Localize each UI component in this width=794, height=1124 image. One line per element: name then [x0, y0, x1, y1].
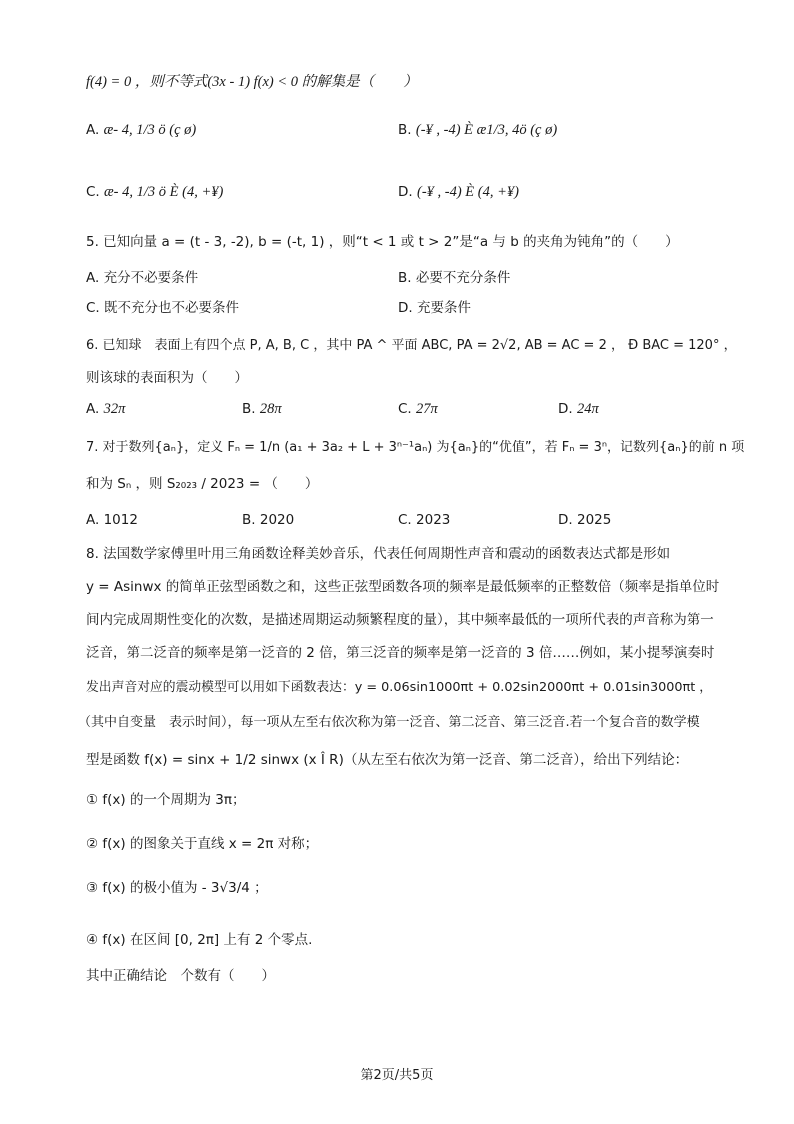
page-footer: 第2页/共5页: [360, 1068, 434, 1083]
q4-stem: f(4) = 0 ，则不等式(3x - 1) f(x) < 0 的解集是（ ）: [86, 74, 418, 90]
q8-conclusion-3: ③ f(x) 的极小值为 - 3√3/4 ；: [86, 880, 268, 896]
q6-option-d: [558, 399, 599, 419]
q8-line-3: 间内完成周期性变化的次数，是描述周期运动频繁程度的量），其中频率最低的一项所代表的声音称为第一: [86, 612, 714, 628]
q8-conclusion-1: ① f(x) 的一个周期为 3π；: [86, 792, 246, 808]
option-label: A.: [86, 512, 100, 528]
option-label: B.: [398, 122, 412, 138]
q6-option-c: [398, 399, 438, 419]
q8-line-6: （其中自变量 表示时间），每一项从左至右依次称为第一泛音、第二泛音、第三泛音.若一个复合音的数学模: [78, 715, 700, 730]
q8-line-2: y = Asinwx 的简单正弦型函数之和，这些正弦型函数各项的频率是最低频率的正整数倍（频率是指单位时: [86, 579, 720, 595]
q5-option-c: [86, 298, 239, 318]
q8-line-5: 发出声音对应的震动模型可以用如下函数表达：y = 0.06sin1000πt + 0.02sin2000πt + 0.01sin3000πt ，: [86, 680, 713, 695]
option-label: B.: [242, 401, 256, 417]
option-text: (-¥ , -4) È (4, +¥): [416, 184, 519, 200]
option-label: B.: [398, 270, 412, 286]
q8-conclusion-4: ④ f(x) 在区间 [0, 2π] 上有 2 个零点.: [86, 932, 313, 948]
q8-line-1: 8. 法国数学家傅里叶用三角函数诠释美妙音乐，代表任何周期性声音和震动的函数表达式都是形如: [86, 546, 671, 562]
option-text: 既不充分也不必要条件: [104, 300, 240, 316]
option-text: 1012: [103, 512, 138, 528]
option-label: A.: [86, 122, 100, 138]
option-text: 2023: [416, 512, 451, 528]
q7-option-c: [398, 510, 450, 530]
q4-option-d: [398, 182, 519, 202]
q8-conclusion-2: ② f(x) 的图象关于直线 x = 2π 对称；: [86, 836, 319, 852]
q6-stem-line2: 则该球的表面积为（ ）: [86, 370, 248, 386]
q6-stem-line1: 6. 已知球 表面上有四个点 P, A, B, C ，其中 PA ^ 平面 ABC, PA = 2√2, AB = AC = 2 ， Ð BAC = 120° ，: [86, 338, 737, 353]
option-label: D.: [398, 184, 413, 200]
option-text: 27π: [416, 401, 438, 417]
q8-line-4: 泛音，第二泛音的频率是第一泛音的 2 倍，第三泛音的频率是第一泛音的 3 倍……例如，某小提琴演奏时: [86, 645, 715, 661]
q4-option-a: [86, 120, 196, 140]
q7-option-d: [558, 510, 611, 530]
option-label: C.: [86, 184, 100, 200]
option-text: 必要不充分条件: [415, 270, 511, 286]
q6-option-b: [242, 399, 282, 419]
option-label: D.: [398, 300, 413, 316]
option-text: 24π: [576, 401, 599, 417]
q7-option-b: [242, 510, 294, 530]
option-label: A.: [86, 401, 100, 417]
option-text: 2020: [259, 512, 295, 528]
option-text: æ- 4, 1/3 ö (ç ø): [103, 122, 197, 138]
option-text: 2025: [576, 512, 612, 528]
option-label: D.: [558, 401, 573, 417]
q5-option-a: [86, 268, 198, 288]
option-text: 充分不必要条件: [103, 270, 199, 286]
option-label: B.: [242, 512, 256, 528]
q4-option-c: [86, 182, 223, 202]
option-text: 充要条件: [416, 300, 471, 316]
option-label: C.: [398, 401, 412, 417]
q4-option-b: [398, 120, 557, 140]
q8-question: 其中正确结论 个数有（ ）: [86, 968, 275, 984]
option-text: æ- 4, 1/3 ö È (4, +¥): [104, 184, 224, 200]
option-text: 32π: [103, 401, 126, 417]
q5-option-d: [398, 298, 471, 318]
q7-option-a: [86, 510, 138, 530]
option-label: C.: [398, 512, 412, 528]
q5-stem: 5. 已知向量 a = (t - 3, -2), b = (-t, 1) ，则“t < 1 或 t > 2”是“a 与 b 的夹角为钝角”的（ ）: [86, 234, 679, 250]
option-label: C.: [86, 300, 100, 316]
option-label: A.: [86, 270, 100, 286]
q8-line-7: 型是函数 f(x) = sinx + 1/2 sinwx (x Î R)（从左至右依次为第一泛音、第二泛音），给出下列结论：: [86, 752, 689, 768]
option-label: D.: [558, 512, 573, 528]
option-text: 28π: [259, 401, 282, 417]
q5-option-b: [398, 268, 510, 288]
q6-option-a: [86, 399, 125, 419]
option-text: (-¥ , -4) È æ1/3, 4ö (ç ø): [415, 122, 558, 138]
q7-stem-line2: 和为 Sₙ ，则 S₂₀₂₃ / 2023 = （ ）: [86, 476, 319, 492]
q7-stem-line1: 7. 对于数列{aₙ}，定义 Fₙ = 1/n (a₁ + 3a₂ + L + 3ⁿ⁻¹aₙ) 为{aₙ}的“优值”，若 Fₙ = 3ⁿ，记数列{aₙ}的前 n 项: [86, 440, 745, 455]
